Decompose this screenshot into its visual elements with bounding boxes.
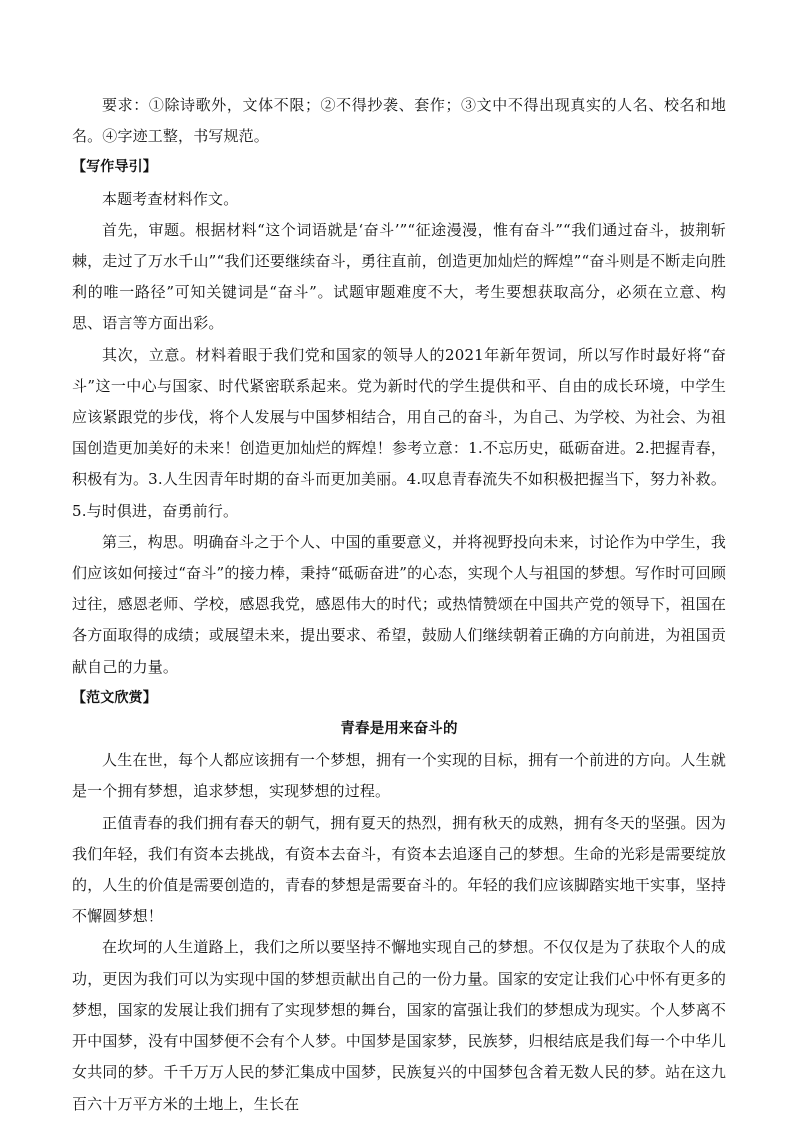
requirements-paragraph: 要求：①除诗歌外，文体不限；②不得抄袭、套作；③文中不得出现真实的人名、校名和地名。④字迹工整，书写规范。 bbox=[72, 96, 726, 146]
guide-paragraph: 首先，审题。根据材料“这个词语就是‘奋斗’”“征途漫漫，惟有奋斗”“我们通过奋斗，披荆斩棘，走过了万水千山”“我们还要继续奋斗，勇往直前，创造更加灿烂的辉煌”“奋斗则是不断走向胜利的唯一路径”可知关键词是“奋斗”。试题审题难度不大，考生要想获取高分，必须在立意、构思、语言等方面出彩。 bbox=[72, 220, 726, 333]
guide-paragraph: 第三，构思。明确奋斗之于个人、中国的重要意义，并将视野投向未来，讨论作为中学生，我们应该如何接过“奋斗”的接力棒，秉持“砥砺奋进”的心态，实现个人与祖国的梦想。写作时可回顾过往，感恩老师、学校，感恩我党，感恩伟大的时代；或热情赞颂在中国共产党的领导下，祖国在各方面取得的成绩；或展望未来，提出要求、希望，鼓励人们继续朝着正确的方向前进，为祖国贡献自己的力量。 bbox=[72, 532, 726, 676]
essay-paragraph: 在坎坷的人生道路上，我们之所以要坚持不懈地实现自己的梦想。不仅仅是为了获取个人的成功，更因为我们可以为实现中国的梦想贡献出自己的一份力量。国家的安定让我们心中怀有更多的梦想，国家的发展让我们拥有了实现梦想的舞台，国家的富强让我们的梦想成为现实。个人梦离不开中国梦，没有中国梦便不会有个人梦。中国梦是国家梦，民族梦，归根结底是我们每一个中华儿女共同的梦。千千万万人民的梦汇集成中国梦，民族复兴的中国梦包含着无数人民的梦。站在这九百六十万平方米的土地上，生长在 bbox=[72, 938, 726, 1113]
essay-paragraph: 正值青春的我们拥有春天的朝气，拥有夏天的热烈，拥有秋天的成熟，拥有冬天的坚强。因为我们年轻，我们有资本去挑战，有资本去奋斗，有资本去追逐自己的梦想。生命的光彩是需要绽放的，人生的价值是需要创造的，青春的梦想是需要奋斗的。年轻的我们应该脚踏实地干实事，坚持不懈圆梦想！ bbox=[72, 813, 726, 926]
writing-guide-label: 【写作导引】 bbox=[72, 159, 157, 176]
document-page bbox=[72, 90, 726, 1120]
model-essay-label: 【范文欣赏】 bbox=[72, 689, 157, 706]
essay-title: 青春是用来奋斗的 bbox=[340, 721, 458, 738]
guide-paragraph: 其次，立意。材料着眼于我们党和国家的领导人的2021年新年贺词，所以写作时最好将“奋斗”这一中心与国家、时代紧密联系起来。党为新时代的学生提供和平、自由的成长环境，中学生应该紧跟党的步伐，将个人发展与中国梦相结合，用自己的奋斗，为自己、为学校、为社会、为祖国创造更加美好的未来！创造更加灿烂的辉煌！参考立意：1.不忘历史，砥砺奋进。2.把握青春，积极有为。3.人生因青年时期的奋斗而更加美丽。4.叹息青春流失不如积极把握当下，努力补救。5.与时俱进，奋勇前行。 bbox=[72, 345, 726, 520]
guide-paragraph: 本题考查材料作文。 bbox=[102, 189, 239, 208]
essay-paragraph: 人生在世，每个人都应该拥有一个梦想，拥有一个实现的目标，拥有一个前进的方向。人生就是一个拥有梦想，追求梦想，实现梦想的过程。 bbox=[72, 751, 726, 801]
